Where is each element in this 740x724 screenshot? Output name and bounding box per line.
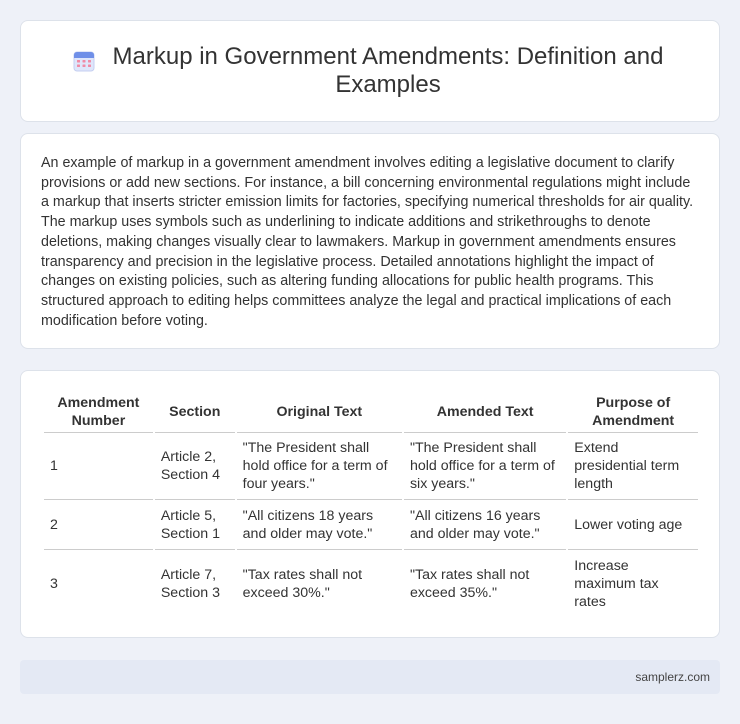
title-card bbox=[20, 20, 720, 122]
description-text: An example of markup in a government amendment involves editing a legislative document to clarify provisions or add new sections. For instance, a bill concerning environmental regulations might include a markup that inserts stricter emission limits for factories, specifying numerical thresholds for air quality. The markup uses symbols such as underlining to indicate additions and strikethroughs to denote deletions, making changes visually clear to lawmakers. Markup in government amendments ensures transparency and precision in the legislative process. Detailed annotations highlight the impact of changes on existing policies, such as altering funding allocations for public health programs. This structured approach to editing helps committees analyze the legal and practical implications of each modification before voting. bbox=[41, 155, 694, 329]
table-cell: Article 2, Section 4 bbox=[155, 433, 235, 500]
page-title: Markup in Government Amendments: Definition and Examples bbox=[112, 43, 664, 98]
table-row bbox=[44, 500, 698, 550]
table-row bbox=[44, 550, 698, 617]
column-header: Section bbox=[155, 389, 235, 433]
table-cell: Extend presidential term length bbox=[568, 433, 698, 500]
footer-site-link[interactable]: samplerz.com bbox=[635, 670, 710, 684]
table-cell: Increase maximum tax rates bbox=[574, 557, 659, 610]
amendments-table bbox=[42, 389, 700, 617]
table-cell: "All citizens 18 years and older may vote." bbox=[237, 500, 402, 550]
table-cell: "All citizens 16 years and older may vote." bbox=[404, 500, 566, 550]
table-cell: Article 5, Section 1 bbox=[155, 500, 235, 550]
table-row bbox=[44, 433, 698, 500]
column-header: Original Text bbox=[237, 389, 402, 433]
table-cell: "The President shall hold office for a term of six years." bbox=[404, 433, 566, 500]
table-cell: "The President shall hold office for a term of four years." bbox=[237, 433, 402, 500]
column-header: Purpose of Amendment bbox=[568, 389, 698, 433]
table-cell: Lower voting age bbox=[568, 500, 698, 550]
table-cell: "Tax rates shall not exceed 35%." bbox=[409, 566, 530, 601]
description-card bbox=[20, 133, 720, 349]
table-cell: 3 bbox=[50, 575, 58, 592]
table-cell: 1 bbox=[44, 433, 153, 500]
column-header: Amended Text bbox=[404, 389, 566, 433]
table-header-row bbox=[44, 389, 698, 433]
footer bbox=[20, 660, 720, 694]
calendar-icon bbox=[72, 49, 96, 73]
table-card bbox=[20, 370, 720, 638]
table-cell: Article 7, Section 3 bbox=[160, 566, 220, 601]
table-cell: "Tax rates shall not exceed 30%." bbox=[242, 566, 363, 601]
column-header: Amendment Number bbox=[44, 389, 153, 433]
table-cell: 2 bbox=[44, 500, 153, 550]
